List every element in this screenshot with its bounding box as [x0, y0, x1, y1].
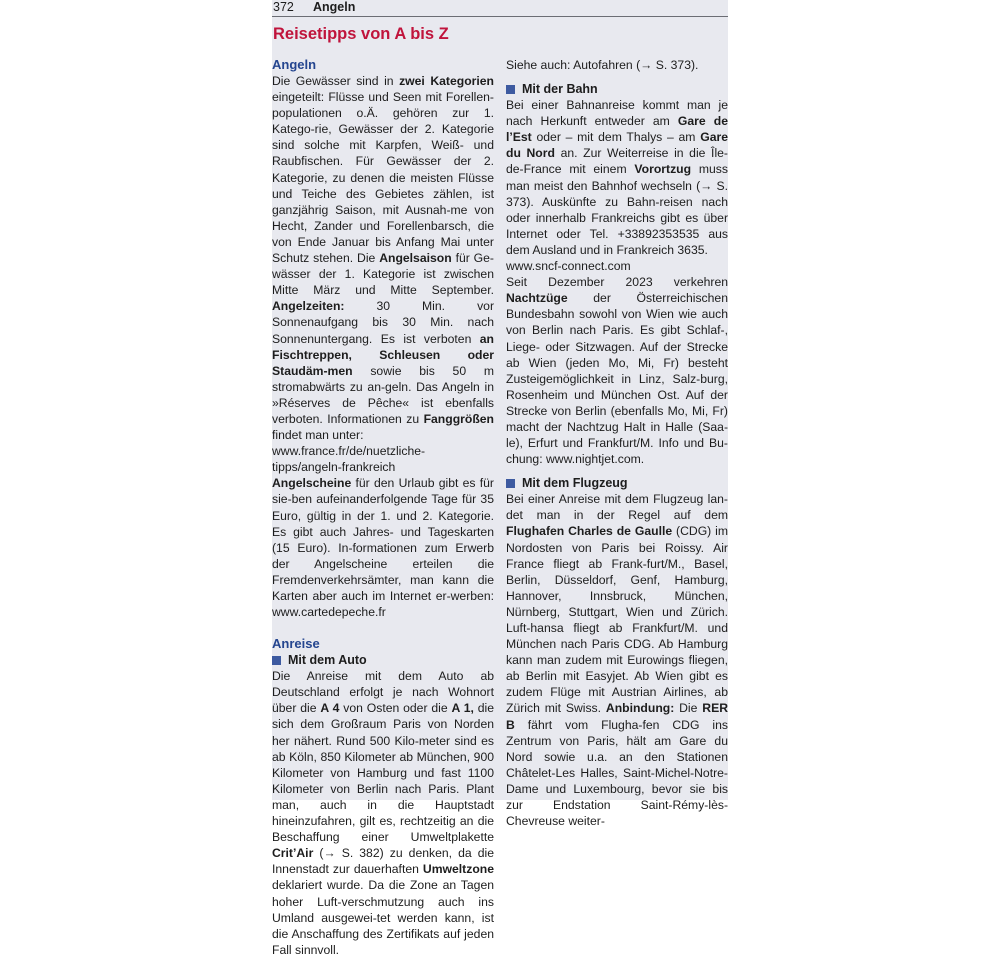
subheading-label: Mit der Bahn — [522, 82, 598, 97]
text-run: eingeteilt: Flüsse und Seen mit Forellen-populationen o.Ä. gehören zur 1. Katego-rie, Gewässer der 2. Kategorie sind solche mit Karpfen, Weiß- und Raubfischen. Für Gewässer der 2. Kategorie, zu denen die meisten Flüsse und Teiche des Gebietes zählen, ist ganzjährig Saison, mit Ausnah-me von Hecht, Zander und Forellenbarsch, die von Ende Januar bis Anfang Mai unter Schutz stehen. Die — [272, 90, 494, 266]
bold-run: Angelzeiten: — [272, 299, 345, 314]
text-run: Die Anreise mit dem Auto ab Deutschland erfolgt je nach Wohnort über die — [272, 669, 494, 716]
text-run: der Österreichischen Bundesbahn sowohl von Wien wie auch von Berlin nach Paris. Es gibt Schlaf-, Liege- oder Sitzwagen. Auf der Strecke ab Wien (jeden Mo, Mi, Fr) besteht Zusteigemöglichkeit in Linz, Salz-burg, Rosenheim und München Ost. Auf der Strecke von Berlin (ebenfalls Mo, Mi, Fr) macht der Nachtzug Halt in Halle (Saa-le), Erfurt und Frankfurt/M. Info und Bu-chung: www.nightjet.com. — [506, 291, 728, 467]
subheading-bahn — [506, 81, 728, 97]
bold-run: A 4 — [320, 701, 340, 716]
section-heading-angeln: Angeln — [272, 57, 317, 72]
text-run: von Osten oder die — [339, 701, 452, 716]
text-run: (CDG) im Nordosten von Paris bei Roissy. Air France fliegt ab Frank-furt/M., Basel, Berlin, Düsseldorf, Genf, Hamburg, Hannover, Innsbruck, München, Nürnberg, Stuttgart, Wien und Zürich. Luft-hansa fliegt ab Frankfurt/M. und München nach Paris CDG. Ab Hamburg kann man zudem mit Eurowings fliegen, ab Berlin mit Easyjet. Ab Wien gibt es zudem Flüge mit Austrian Airlines, ab Zürich mit Swiss. — [506, 524, 728, 716]
bold-run: Anbindung: — [605, 701, 675, 716]
text-run: Die — [674, 701, 703, 716]
book-page — [272, 0, 729, 957]
text-run: muss man meist den Bahnhof wechseln (→ S. 373). Auskünfte zu Bahn-reisen nach oder innerhalb Frankreichs gibt es über Internet oder Tel. +33892353535 aus dem Ausland und in Frankreich 3635. — [506, 162, 728, 257]
subheading-label: Mit dem Auto — [288, 653, 367, 668]
flug-paragraph — [506, 491, 728, 829]
text-run: für Ge-wässer der 1. Kategorie ist zwischen Mitte März und Mitte September. — [272, 251, 494, 298]
bahn-paragraph-1 — [506, 97, 728, 258]
text-run: Die Gewässer sind in — [272, 74, 400, 88]
auto-paragraph — [272, 668, 494, 958]
bahn-paragraph-2 — [506, 274, 728, 467]
left-column — [272, 57, 494, 958]
section-heading-anreise: Anreise — [272, 636, 320, 652]
bold-run: Umweltzone — [422, 862, 494, 877]
text-run: sowie bis 50 m stromabwärts zu an-geln. Das Angeln in »Réserves de Pêche« ist ebenfalls verboten. Informationen zu — [272, 363, 494, 426]
bold-run: Flughafen Charles de Gaulle — [506, 524, 673, 539]
text-run: 30 Min. vor Sonnenaufgang bis 30 Min. nach Sonnenuntergang. Es ist verboten — [272, 299, 494, 346]
bold-run: Gare de l’Est — [506, 114, 728, 145]
subheading-auto — [272, 652, 494, 668]
text-run: die sich dem Großraum Paris von Norden her nähert. Rund 500 Kilo-meter sind es ab Köln, 850 Kilometer ab München, 900 Kilometer von Hamburg und fast 1100 Kilometer von Berlin nach Paris. Plant man, auch in die Hauptstadt hineinzufahren, gilt es, rechtzeitig an die Beschaffung einer Umweltplakette — [272, 701, 494, 845]
text-run: an. Zur Weiterreise in die Île-de-France mit einem — [506, 146, 728, 177]
angeln-paragraph-1 — [272, 73, 494, 443]
bold-run: A 1, — [451, 701, 474, 716]
auto-see-also: Siehe auch: Autofahren (→ S. 373). — [506, 58, 699, 72]
bold-run: Vorortzug — [634, 162, 692, 177]
bold-run: Angelscheine — [272, 476, 352, 491]
page-number: 372 — [273, 0, 294, 14]
page-title: Reisetipps von A bis Z — [273, 25, 449, 43]
bold-run: RER B — [506, 701, 729, 732]
bold-run: Angelsaison — [379, 251, 452, 266]
bahn-url: www.sncf-connect.com — [506, 259, 631, 274]
text-run: (→ S. 382) zu denken, da die Innenstadt zur dauerhaften — [272, 846, 494, 877]
bold-run: zwei Kategorien — [399, 74, 494, 88]
text-run: Bei einer Anreise mit dem Flugzeug lan-det man in der Regel auf dem — [506, 492, 728, 523]
bold-run: Crit’Air — [272, 846, 314, 861]
square-bullet-icon — [506, 85, 515, 94]
text-run: fährt vom Flugha-fen CDG ins Zentrum von Paris, hält am Gare du Nord sowie u.a. an den Stationen Châtelet-Les Halles, Saint-Michel-Notre-Dame und Luxembourg, bevor sie bis zur Endstation Saint-Rémy-lès-Chevreuse weiter- — [506, 717, 728, 829]
bold-run: Fanggrößen — [423, 411, 494, 426]
subheading-flug — [506, 475, 728, 491]
subheading-label: Mit dem Flugzeug — [522, 476, 628, 491]
text-run: Bei einer Bahnanreise kommt man je nach Herkunft entweder am — [506, 98, 728, 129]
bold-run: an Fischtreppen, Schleusen oder Staudäm-men — [272, 331, 494, 378]
right-column — [506, 57, 728, 829]
text-run: für den Urlaub gibt es für sie-ben aufeinanderfolgende Tage für 35 Euro, gültig in der 1. und 2. Kategorie. Es gibt auch Jahres- und Tageskarten (15 Euro). In-formationen zum Erwerb der Angelscheine erteilen die Fremdenverkehrsämter, man kann die Karten aber auch im Internet er-werben: www.cartedepeche.fr — [272, 476, 494, 620]
text-run: oder – mit dem Thalys – am — [531, 130, 701, 145]
bold-run: Nachtzüge — [506, 291, 568, 306]
text-run: findet man unter: — [272, 428, 364, 443]
square-bullet-icon — [506, 479, 515, 488]
bold-run: Gare du Nord — [506, 130, 728, 161]
text-run: Seit Dezember 2023 verkehren — [506, 275, 728, 290]
running-title: Angeln — [313, 0, 356, 14]
square-bullet-icon — [272, 656, 281, 665]
angeln-url: www.france.fr/de/nuetzliche-tipps/angeln-frankreich — [272, 444, 426, 475]
text-run: deklariert wurde. Da die Zone an Tagen hoher Luft-verschmutzung auch ins Umland ausgewei-tet werden kann, ist die Anschaffung des Zertifikats auf jeden Fall sinnvoll. — [272, 878, 494, 957]
angeln-paragraph-2 — [272, 475, 494, 620]
running-header — [272, 0, 728, 17]
